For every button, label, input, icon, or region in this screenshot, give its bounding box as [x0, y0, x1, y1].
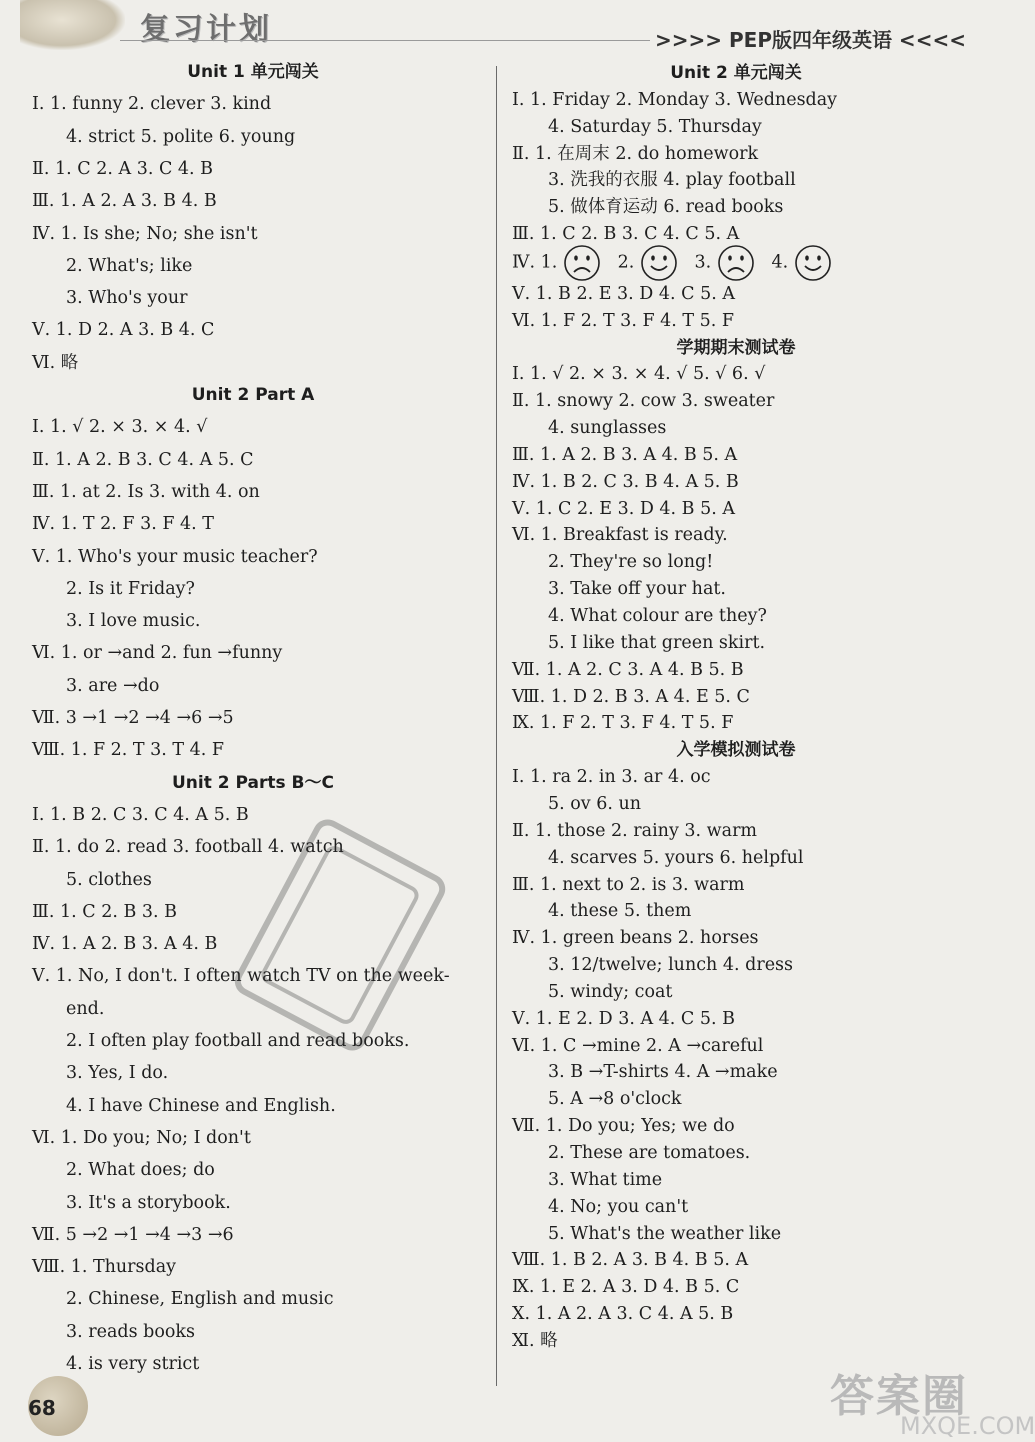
section-heading: Unit 2 Parts B～C: [172, 772, 334, 793]
answer-line: 3. are →do: [66, 675, 160, 696]
answer-line: 2. What's; like: [66, 255, 193, 276]
answer-line: Ⅲ. 1. C 2. B 3. C 4. C 5. A: [512, 224, 740, 245]
answer-line: Ⅷ. 1. F 2. T 3. T 4. F: [32, 740, 225, 761]
answer-line: Ⅷ. 1. Thursday: [32, 1257, 177, 1278]
answer-line: Ⅳ. 1. T 2. F 3. F 4. T: [32, 514, 214, 535]
sad-face-icon: [717, 244, 755, 282]
answer-line: Ⅱ. 1. C 2. A 3. C 4. B: [32, 158, 214, 179]
answer-line: Ⅹ. 1. A 2. A 3. C 4. A 5. B: [512, 1304, 734, 1325]
column-divider: [496, 66, 497, 1386]
answer-line: Ⅰ. 1. Friday 2. Monday 3. Wednesday: [512, 89, 838, 110]
section-heading: 学期期末测试卷: [676, 337, 796, 358]
stamp-icon: [240, 820, 440, 1050]
face-item-label: 1.: [540, 252, 563, 273]
answer-line: 5. A →8 o'clock: [548, 1089, 682, 1110]
answer-line: 2. They're so long!: [548, 552, 714, 573]
answer-line: Ⅷ. 1. B 2. A 3. B 4. B 5. A: [512, 1250, 749, 1271]
answer-line: 2. I often play football and read books.: [66, 1031, 410, 1051]
answer-line: Ⅲ. 1. C 2. B 3. B: [32, 901, 178, 922]
watermark-url: MXQE.COM: [900, 1412, 1035, 1440]
answer-line: 5. What's the weather like: [548, 1223, 782, 1244]
watermark: [790, 1360, 1035, 1442]
answer-line: 3. I love music.: [66, 611, 201, 632]
answer-line: 4. scarves 5. yours 6. helpful: [548, 847, 804, 868]
answer-line: Ⅶ. 5 →2 →1 →4 →3 →6: [32, 1224, 234, 1245]
section-heading: Unit 2 Part A: [191, 385, 315, 405]
answer-line: 5. clothes: [66, 869, 152, 890]
page-number-badge: [18, 1376, 88, 1436]
answer-line: 3. Who's your: [66, 288, 188, 309]
answer-line: 4. No; you can't: [548, 1196, 689, 1217]
answer-line: Ⅱ. 1. snowy 2. cow 3. sweater: [512, 391, 775, 412]
answer-line: 3. B →T-shirts 4. A →make: [548, 1062, 778, 1083]
answer-line: 3. What time: [548, 1169, 663, 1190]
answer-line: Ⅲ. 1. A 2. B 3. A 4. B 5. A: [512, 444, 738, 465]
answer-line: Ⅰ. 1. √ 2. × 3. × 4. √ 5. √ 6. √: [512, 364, 766, 385]
sad-face-icon: [563, 244, 601, 282]
question-number: Ⅳ.: [512, 252, 541, 273]
answer-line: Ⅲ. 1. next to 2. is 3. warm: [512, 874, 745, 895]
section-heading: 入学模拟测试卷: [676, 740, 796, 761]
answer-line: Ⅰ. 1. √ 2. × 3. × 4. √: [32, 417, 208, 438]
answer-line: 4. sunglasses: [548, 418, 667, 439]
answer-line: Ⅺ. 略: [512, 1330, 558, 1351]
answer-line: Ⅵ. 1. Do you; No; I don't: [32, 1127, 251, 1148]
answer-line: Ⅴ. 1. D 2. A 3. B 4. C: [32, 320, 215, 341]
face-item-label: 3.: [677, 252, 717, 273]
answer-line: 3. It's a storybook.: [66, 1192, 231, 1213]
answer-line: 4. these 5. them: [548, 901, 692, 922]
answer-line: Ⅳ. 1. B 2. C 3. B 4. A 5. B: [512, 471, 739, 492]
answer-line: 5. I like that green skirt.: [548, 632, 766, 653]
answer-line: 2. Is it Friday?: [66, 578, 195, 599]
answer-line: 4. strict 5. polite 6. young: [66, 126, 296, 147]
face-item-label: 4.: [754, 252, 794, 273]
answer-line: Ⅱ. 1. do 2. read 3. football 4. watch: [32, 837, 344, 858]
answer-line: Ⅵ. 1. or →and 2. fun →funny: [32, 643, 283, 664]
book-subtitle: >>>> PEP版四年级英语 <<<<: [655, 28, 966, 52]
answer-line: end.: [66, 998, 105, 1019]
answer-line: Ⅴ. 1. C 2. E 3. D 4. B 5. A: [512, 498, 736, 519]
answer-line: 3. Yes, I do.: [66, 1063, 169, 1084]
smiley-face-icon: [640, 244, 678, 282]
answer-line: Ⅷ. 1. D 2. B 3. A 4. E 5. C: [512, 686, 750, 707]
cartoon-logo-icon: [20, 0, 125, 50]
page-number: 68: [28, 1396, 56, 1420]
answer-line: Ⅰ. 1. ra 2. in 3. ar 4. oc: [512, 767, 711, 788]
answer-line: Ⅵ. 1. Breakfast is ready.: [512, 525, 728, 546]
answer-line: 2. What does; do: [66, 1160, 215, 1181]
smiley-face-icon: [794, 244, 832, 282]
answer-line: Ⅲ. 1. at 2. Is 3. with 4. on: [32, 481, 260, 502]
answer-line: Ⅱ. 1. those 2. rainy 3. warm: [512, 820, 758, 841]
answer-line: Ⅴ. 1. No, I don't. I often watch TV on the week-: [32, 966, 450, 987]
answer-line: Ⅵ. 1. C →mine 2. A →careful: [512, 1035, 764, 1056]
answer-line: Ⅱ. 1. A 2. B 3. C 4. A 5. C: [32, 449, 254, 470]
section-heading: Unit 1 单元闯关: [187, 62, 319, 82]
answer-line: 2. Chinese, English and music: [66, 1289, 334, 1310]
watermark-logo: 答案圈: [830, 1371, 968, 1422]
answer-line: Ⅲ. 1. A 2. A 3. B 4. B: [32, 191, 217, 212]
answer-line: 3. 12/twelve; lunch 4. dress: [548, 955, 794, 976]
answer-line: 3. Take off your hat.: [548, 579, 726, 600]
answer-line: 5. 做体育运动 6. read books: [548, 197, 784, 218]
answer-line: Ⅴ. 1. B 2. E 3. D 4. C 5. A: [512, 283, 736, 304]
header-rule: [120, 40, 650, 41]
answer-line: Ⅰ. 1. B 2. C 3. C 4. A 5. B: [32, 804, 249, 825]
answer-line: 5. ov 6. un: [548, 793, 642, 814]
answer-line: Ⅳ. 1. Is she; No; she isn't: [32, 223, 258, 244]
face-item-label: 2.: [600, 252, 640, 273]
answer-line: 4. Saturday 5. Thursday: [548, 116, 762, 137]
answer-line: Ⅶ. 1. Do you; Yes; we do: [512, 1116, 735, 1137]
answer-line: Ⅵ. 1. F 2. T 3. F 4. T 5. F: [512, 310, 735, 331]
answer-line: Ⅶ. 3 →1 →2 →4 →6 →5: [32, 708, 234, 728]
answer-line: Ⅰ. 1. funny 2. clever 3. kind: [32, 94, 272, 115]
answer-line: 4. What colour are they?: [548, 606, 767, 626]
section-heading: Unit 2 单元闯关: [670, 63, 802, 83]
answer-line: 4. I have Chinese and English.: [66, 1095, 336, 1116]
faces-answer-line: [512, 244, 832, 282]
answer-line: 3. reads books: [66, 1321, 196, 1342]
page-header: [0, 0, 1000, 56]
answer-line: 5. windy; coat: [548, 981, 673, 1002]
answer-line: Ⅴ. 1. Who's your music teacher?: [32, 546, 318, 567]
answer-line: Ⅸ. 1. F 2. T 3. F 4. T 5. F: [512, 713, 734, 734]
book-title: 复习计划: [140, 12, 272, 47]
answer-line: Ⅱ. 1. 在周末 2. do homework: [512, 143, 759, 164]
answer-line: Ⅴ. 1. E 2. D 3. A 4. C 5. B: [512, 1008, 736, 1029]
answer-line: Ⅳ. 1. green beans 2. horses: [512, 928, 759, 949]
answer-line: 2. These are tomatoes.: [548, 1143, 751, 1163]
answer-line: Ⅶ. 1. A 2. C 3. A 4. B 5. B: [512, 659, 744, 680]
answer-line: Ⅸ. 1. E 2. A 3. D 4. B 5. C: [512, 1277, 740, 1298]
answer-line: Ⅳ. 1. A 2. B 3. A 4. B: [32, 934, 218, 955]
answer-line: 3. 洗我的衣服 4. play football: [548, 170, 796, 191]
answer-line: Ⅵ. 略: [32, 352, 79, 373]
answer-line: 4. is very strict: [66, 1354, 200, 1374]
